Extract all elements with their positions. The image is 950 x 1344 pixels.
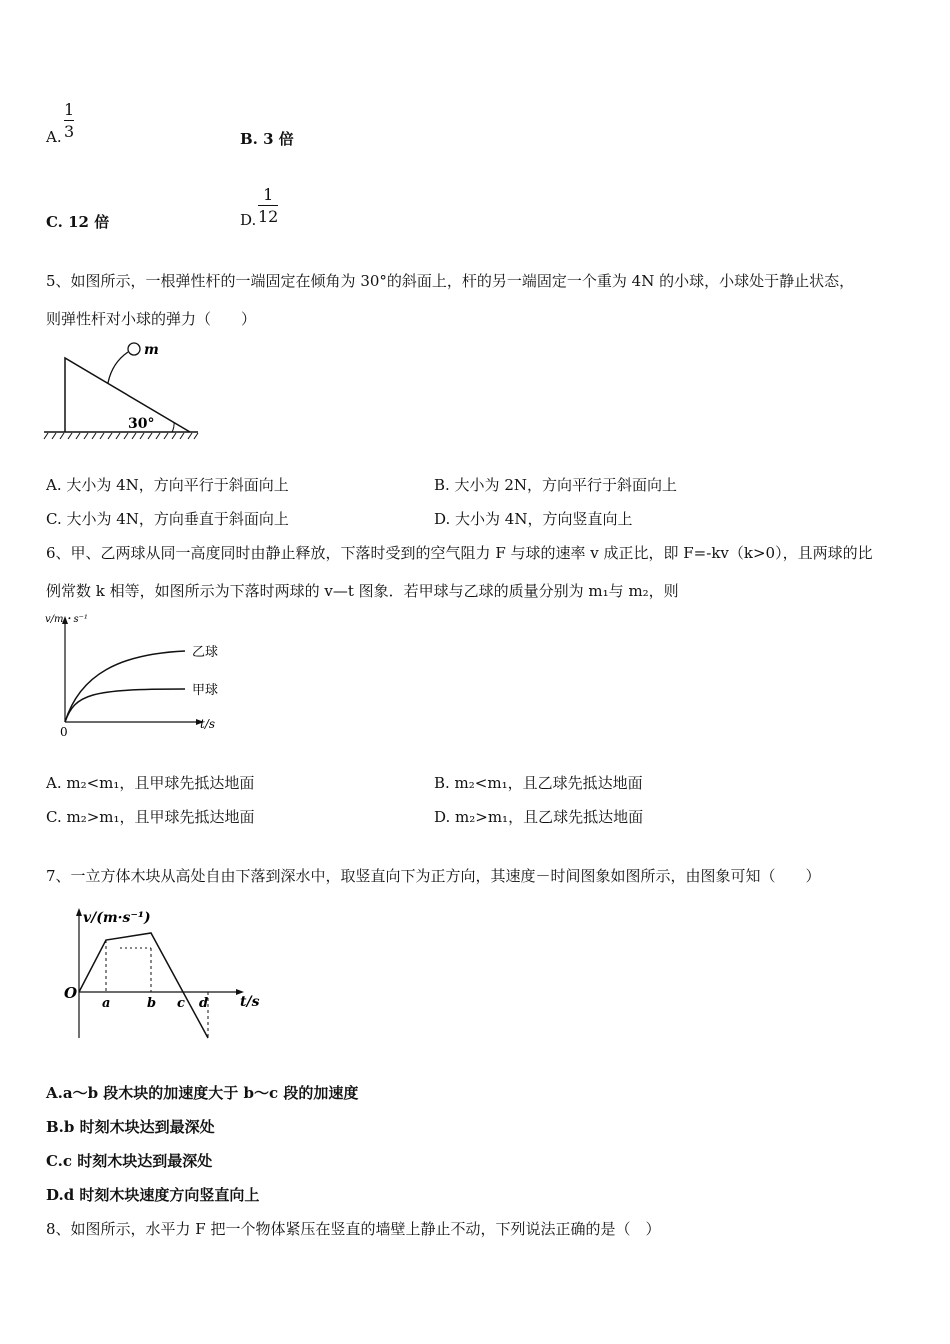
ground-hatching xyxy=(44,433,198,439)
fraction-denominator: 3 xyxy=(64,122,75,141)
tick-d-label: d xyxy=(199,996,209,1011)
q6-stem-line1: 6、甲、乙两球从同一高度同时由静止释放，下落时受到的空气阻力 F 与球的速率 v 成正比，即 F=-kv（k>0），且两球的比 xyxy=(46,544,873,562)
mass-label: m xyxy=(144,342,159,358)
q6-option-d: D. m₂>m₁，且乙球先抵达地面 xyxy=(434,808,644,826)
tick-b-label: b xyxy=(147,996,157,1011)
y-axis-label: v/(m·s⁻¹) xyxy=(83,910,151,926)
y-axis-label: v/m・s⁻¹ xyxy=(45,614,88,625)
fraction-denominator: 12 xyxy=(258,207,279,226)
curve-jia-label: 甲球 xyxy=(192,683,219,698)
q6-option-a: A. m₂<m₁，且甲球先抵达地面 xyxy=(46,774,255,792)
q6-stem-line2: 例常数 k 相等，如图所示为下落时两球的 v—t 图象．若甲球与乙球的质量分别为 m₁与 m₂，则 xyxy=(46,582,679,600)
q5-option-c: C. 大小为 4N，方向垂直于斜面向上 xyxy=(46,510,289,528)
x-axis-label: t/s xyxy=(200,717,216,731)
ball-icon xyxy=(128,343,140,355)
q7-option-d: D.d 时刻木块速度方向竖直向上 xyxy=(46,1186,260,1204)
q5-option-a: A. 大小为 4N，方向平行于斜面向上 xyxy=(46,476,289,494)
q7-option-c: C.c 时刻木块达到最深处 xyxy=(46,1152,213,1170)
q7-stem-line1: 7、一立方体木块从高处自由下落到深水中，取竖直向下为正方向，其速度－时间图象如图所示，由图象可知（ ） xyxy=(46,867,821,885)
x-axis-label: t/s xyxy=(240,994,260,1010)
q7-vt-graph xyxy=(58,900,268,1045)
q5-stem-line2: 则弹性杆对小球的弹力（ ） xyxy=(46,310,257,328)
curve-jia xyxy=(65,689,185,722)
fraction-numerator: 1 xyxy=(263,185,274,204)
q8-stem-line1: 8、如图所示，水平力 F 把一个物体紧压在竖直的墙壁上静止不动，下列说法正确的是（ ） xyxy=(46,1220,661,1238)
curve-yi-label: 乙球 xyxy=(192,645,219,660)
q4-option-d-fraction xyxy=(258,185,278,228)
velocity-line xyxy=(79,933,208,1038)
q5-option-d: D. 大小为 4N，方向竖直向上 xyxy=(434,510,633,528)
y-axis-arrow xyxy=(76,908,82,916)
q6-option-c: C. m₂>m₁，且甲球先抵达地面 xyxy=(46,808,255,826)
q6-option-b: B. m₂<m₁，且乙球先抵达地面 xyxy=(434,774,643,792)
q4-option-d-label: D. xyxy=(240,211,257,229)
q5-incline-figure xyxy=(40,338,205,442)
origin-label: O xyxy=(64,984,78,1002)
tick-a-label: a xyxy=(102,996,111,1011)
curve-yi xyxy=(65,651,185,722)
angle-label: 30° xyxy=(128,416,155,432)
angle-arc xyxy=(172,422,174,432)
q7-option-b: B.b 时刻木块达到最深处 xyxy=(46,1118,215,1136)
q4-option-b: B. 3 倍 xyxy=(240,130,294,148)
tick-c-label: c xyxy=(177,996,185,1011)
fraction-numerator: 1 xyxy=(64,100,75,119)
q5-stem-line1: 5、如图所示，一根弹性杆的一端固定在倾角为 30°的斜面上，杆的另一端固定一个重为 4N 的小球，小球处于静止状态， xyxy=(46,272,855,290)
q4-option-a-label: A. xyxy=(46,128,62,146)
q4-option-c: C. 12 倍 xyxy=(46,213,110,231)
q7-option-a: A.a～b 段木块的加速度大于 b～c 段的加速度 xyxy=(46,1084,359,1102)
q6-vt-graph xyxy=(40,604,240,744)
origin-label: 0 xyxy=(60,725,68,739)
elastic-rod xyxy=(108,352,128,383)
q5-option-b: B. 大小为 2N，方向平行于斜面向上 xyxy=(434,476,677,494)
q4-option-a-fraction xyxy=(64,100,74,143)
